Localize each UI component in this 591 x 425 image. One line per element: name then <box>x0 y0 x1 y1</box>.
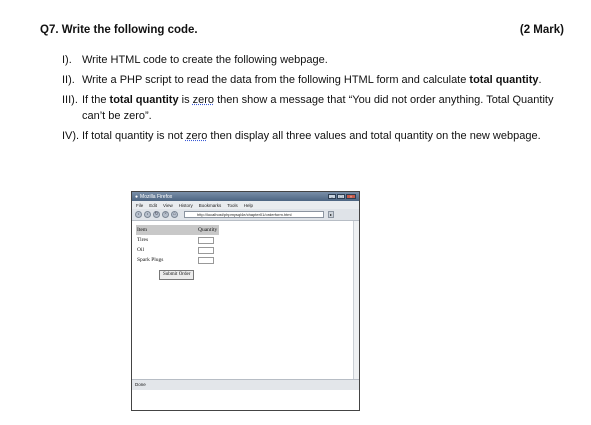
item-number: III). <box>62 94 78 106</box>
submit-order-button: Submit Order <box>159 270 194 280</box>
menu-file: File <box>136 202 144 208</box>
browser-title <box>135 194 172 200</box>
item-text-part: If total quantity is not <box>82 130 186 142</box>
browser-navbar <box>132 209 359 221</box>
item-number: IV). <box>62 130 80 142</box>
item-text <box>82 128 562 144</box>
quantity-field <box>198 237 214 244</box>
question-title-text: Write the following code. <box>61 24 198 36</box>
item-text-part: is <box>178 94 193 106</box>
go-icon: ▸ <box>329 212 332 217</box>
question-number: Q7. <box>40 24 59 36</box>
browser-content <box>132 221 359 390</box>
item-text-part: then show a message that “You did not order anything. Total Quantity can’t be zero”. <box>82 94 554 122</box>
menu-tools: Tools <box>227 202 238 208</box>
item-1 <box>62 52 562 68</box>
row-label: Oil <box>137 247 145 253</box>
row-label: Spark Plugs <box>137 257 164 263</box>
header-item: Item <box>136 225 194 235</box>
menu-view: View <box>163 202 173 208</box>
back-icon: ‹ <box>135 211 142 218</box>
bold-phrase: total quantity <box>469 74 539 86</box>
menu-edit: Edit <box>149 202 158 208</box>
form-header-row <box>136 225 219 235</box>
item-text-part: If the <box>82 94 110 106</box>
scrollbar <box>353 221 359 380</box>
item-text-part: then display all three values and total quantity on the new webpage. <box>207 130 541 142</box>
spellcheck-word: zero <box>185 130 208 142</box>
quantity-field <box>198 247 214 254</box>
address-bar: http://localhost/phpmysql4e/chapter01/orderform.html <box>184 211 324 218</box>
item-text <box>82 92 562 124</box>
item-text-part: . <box>538 74 542 86</box>
spellcheck-word: zero <box>192 94 215 106</box>
browser-title-text: Mozilla Firefox <box>140 193 173 200</box>
stop-icon: × <box>162 211 169 218</box>
question-marks: (2 Mark) <box>519 24 564 36</box>
menu-help: Help <box>243 202 254 208</box>
home-icon: ⌂ <box>172 212 176 217</box>
minimize-icon: – <box>328 194 336 199</box>
window-controls <box>328 194 356 199</box>
forward-icon: › <box>144 211 151 218</box>
form-row <box>136 245 219 255</box>
firefox-icon: ● <box>135 193 139 200</box>
question-header <box>40 24 564 36</box>
bold-phrase: total quantity <box>109 94 179 106</box>
browser-titlebar <box>132 192 359 201</box>
status-bar: Done <box>132 379 359 390</box>
row-label: Tires <box>137 237 149 243</box>
form-row <box>136 255 219 265</box>
item-3 <box>62 92 562 124</box>
item-number: I). <box>62 54 72 66</box>
item-number: II). <box>62 74 75 86</box>
question-items <box>62 52 562 148</box>
item-2 <box>62 72 562 88</box>
form-row <box>136 235 219 245</box>
close-icon: × <box>346 194 356 199</box>
browser-menubar <box>132 201 359 209</box>
quantity-field <box>198 257 214 264</box>
item-text <box>82 72 562 88</box>
item-text-part: Write a PHP script to read the data from the following HTML form and calculate <box>82 74 470 86</box>
menu-bookmarks: Bookmarks <box>198 202 222 208</box>
order-form-table <box>136 225 219 265</box>
header-quantity: Quantity <box>194 225 219 235</box>
browser-window-image <box>131 191 360 411</box>
maximize-icon: □ <box>337 194 345 199</box>
item-4 <box>62 128 562 144</box>
reload-icon: ↻ <box>154 212 159 217</box>
item-text: Write HTML code to create the following webpage. <box>82 54 328 66</box>
menu-history: History <box>178 202 193 208</box>
question-title <box>40 24 198 36</box>
